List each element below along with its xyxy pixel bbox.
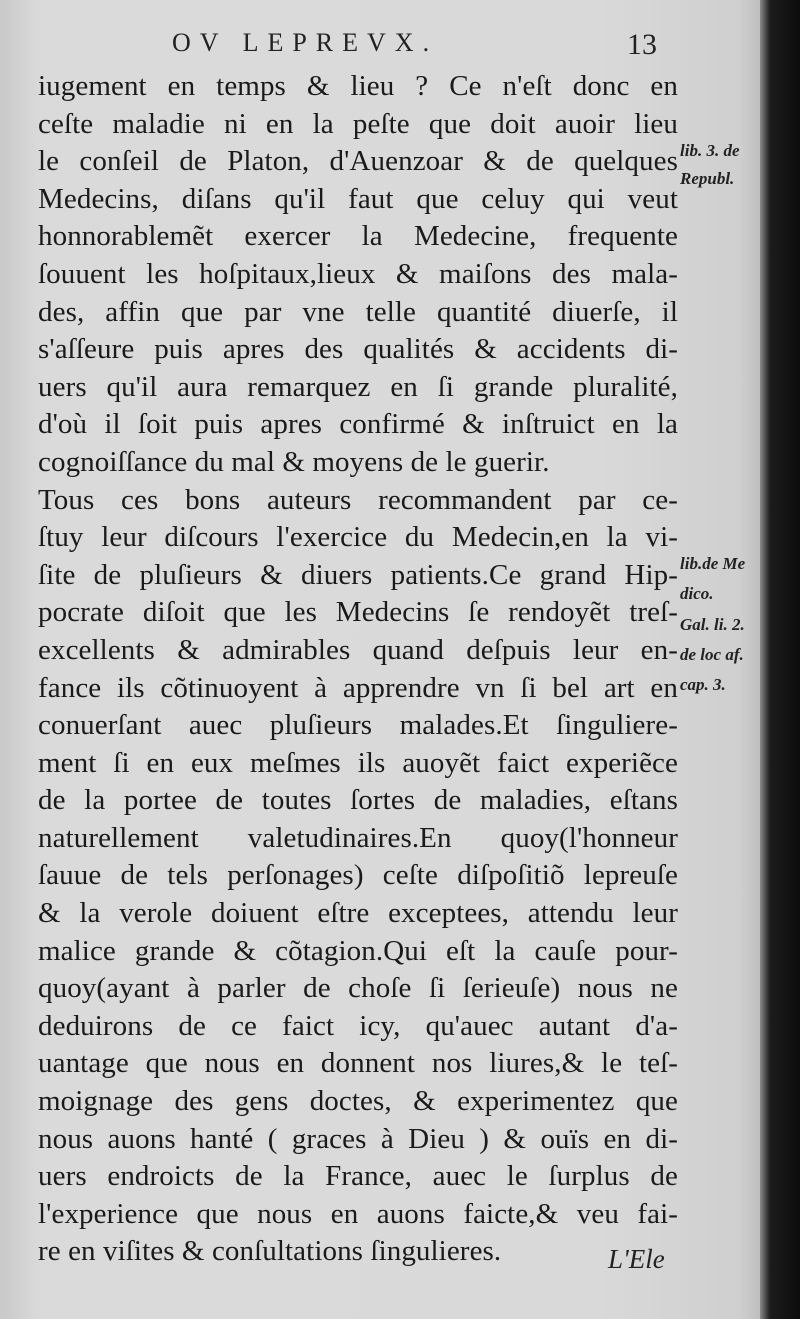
text-line: nous auons hanté ( graces à Dieu ) & ouïs en di- bbox=[38, 1122, 678, 1155]
text-line: re en viſites & conſultations ſingulieres. bbox=[38, 1235, 502, 1268]
body-text bbox=[38, 68, 678, 1271]
text-line: malice grande & cõtagion.Qui eſt la cauſe pour- bbox=[38, 934, 678, 967]
text-line: de la portee de toutes ſortes de maladies, eſtans bbox=[38, 784, 678, 817]
text-line: l'experience que nous en auons faicte,& veu fai- bbox=[38, 1197, 678, 1230]
page-number: 13 bbox=[627, 28, 657, 61]
binding-shadow bbox=[760, 0, 800, 1319]
margin-note: lib.de Me bbox=[680, 554, 746, 573]
text-line: quoy(ayant à parler de choſe ſi ſerieuſe) nous ne bbox=[38, 972, 678, 1005]
margin-note: de loc af. bbox=[680, 645, 744, 664]
running-title: OV LEPREVX. bbox=[172, 28, 439, 57]
text-line: iugement en temps & lieu ? Ce n'eſt donc en bbox=[38, 70, 678, 102]
text-line: moignage des gens doctes, & experimentez que bbox=[38, 1085, 678, 1118]
text-line: excellents & admirables quand deſpuis leur en- bbox=[38, 633, 678, 666]
text-line: Tous ces bons auteurs recommandent par ce- bbox=[38, 483, 678, 516]
text-line: deduirons de ce faict icy, qu'auec autant d'a- bbox=[38, 1009, 678, 1042]
margin-notes bbox=[680, 0, 764, 1319]
text-line: ſite de pluſieurs & diuers patients.Ce grand Hip- bbox=[38, 558, 678, 591]
text-line: ſouuent les hoſpitaux,lieux & maiſons des mala- bbox=[38, 257, 678, 290]
text-line: le conſeil de Platon, d'Auenzoar & de quelques bbox=[38, 145, 678, 178]
text-line: & la verole doiuent eſtre exceptees, attendu leur bbox=[38, 897, 678, 930]
text-line: pocrate diſoit que les Medecins ſe rendoyẽt treſ- bbox=[38, 596, 678, 629]
text-line: s'aſſeure puis apres des qualités & accidents di- bbox=[38, 333, 678, 366]
text-line: d'où il ſoit puis apres confirmé & inſtruict en la bbox=[38, 408, 678, 441]
text-line: des, affin que par vne telle quantité diuerſe, il bbox=[38, 295, 678, 328]
text-line: ſauue de tels perſonages) ceſte diſpoſitiõ lepreuſe bbox=[38, 859, 678, 892]
margin-note: lib. 3. de bbox=[680, 141, 740, 160]
running-head bbox=[0, 24, 720, 64]
margin-note: Gal. li. 2. bbox=[680, 615, 745, 634]
catchword: L'Ele bbox=[608, 1244, 665, 1274]
text-line: honnorablemẽt exercer la Medecine, frequente bbox=[38, 220, 678, 253]
text-line: naturellement valetudinaires.En quoy(l'honneur bbox=[38, 821, 678, 854]
text-line: ceſte maladie ni en la peſte que doit auoir lieu bbox=[38, 107, 678, 140]
margin-note: Republ. bbox=[680, 169, 735, 188]
margin-note: dico. bbox=[680, 584, 714, 603]
text-line: uers qu'il aura remarquez en ſi grande pluralité, bbox=[38, 370, 678, 403]
margin-note: cap. 3. bbox=[680, 675, 726, 694]
text-line: ſtuy leur diſcours l'exercice du Medecin,en la vi- bbox=[38, 521, 678, 554]
text-line: ment ſi en eux meſmes ils auoyẽt faict experiẽce bbox=[38, 746, 678, 779]
text-line: uers endroicts de la France, auec le ſurplus de bbox=[38, 1160, 678, 1193]
text-line: fance ils cõtinuoyent à apprendre vn ſi bel art en bbox=[38, 671, 678, 704]
text-line: conuerſant auec pluſieurs malades.Et ſinguliere- bbox=[38, 709, 678, 742]
text-line: Medecins, diſans qu'il faut que celuy qui veut bbox=[38, 182, 678, 215]
text-line: cognoiſſance du mal & moyens de le guerir. bbox=[38, 445, 550, 478]
text-line: uantage que nous en donnent nos liures,& le teſ- bbox=[38, 1047, 678, 1080]
